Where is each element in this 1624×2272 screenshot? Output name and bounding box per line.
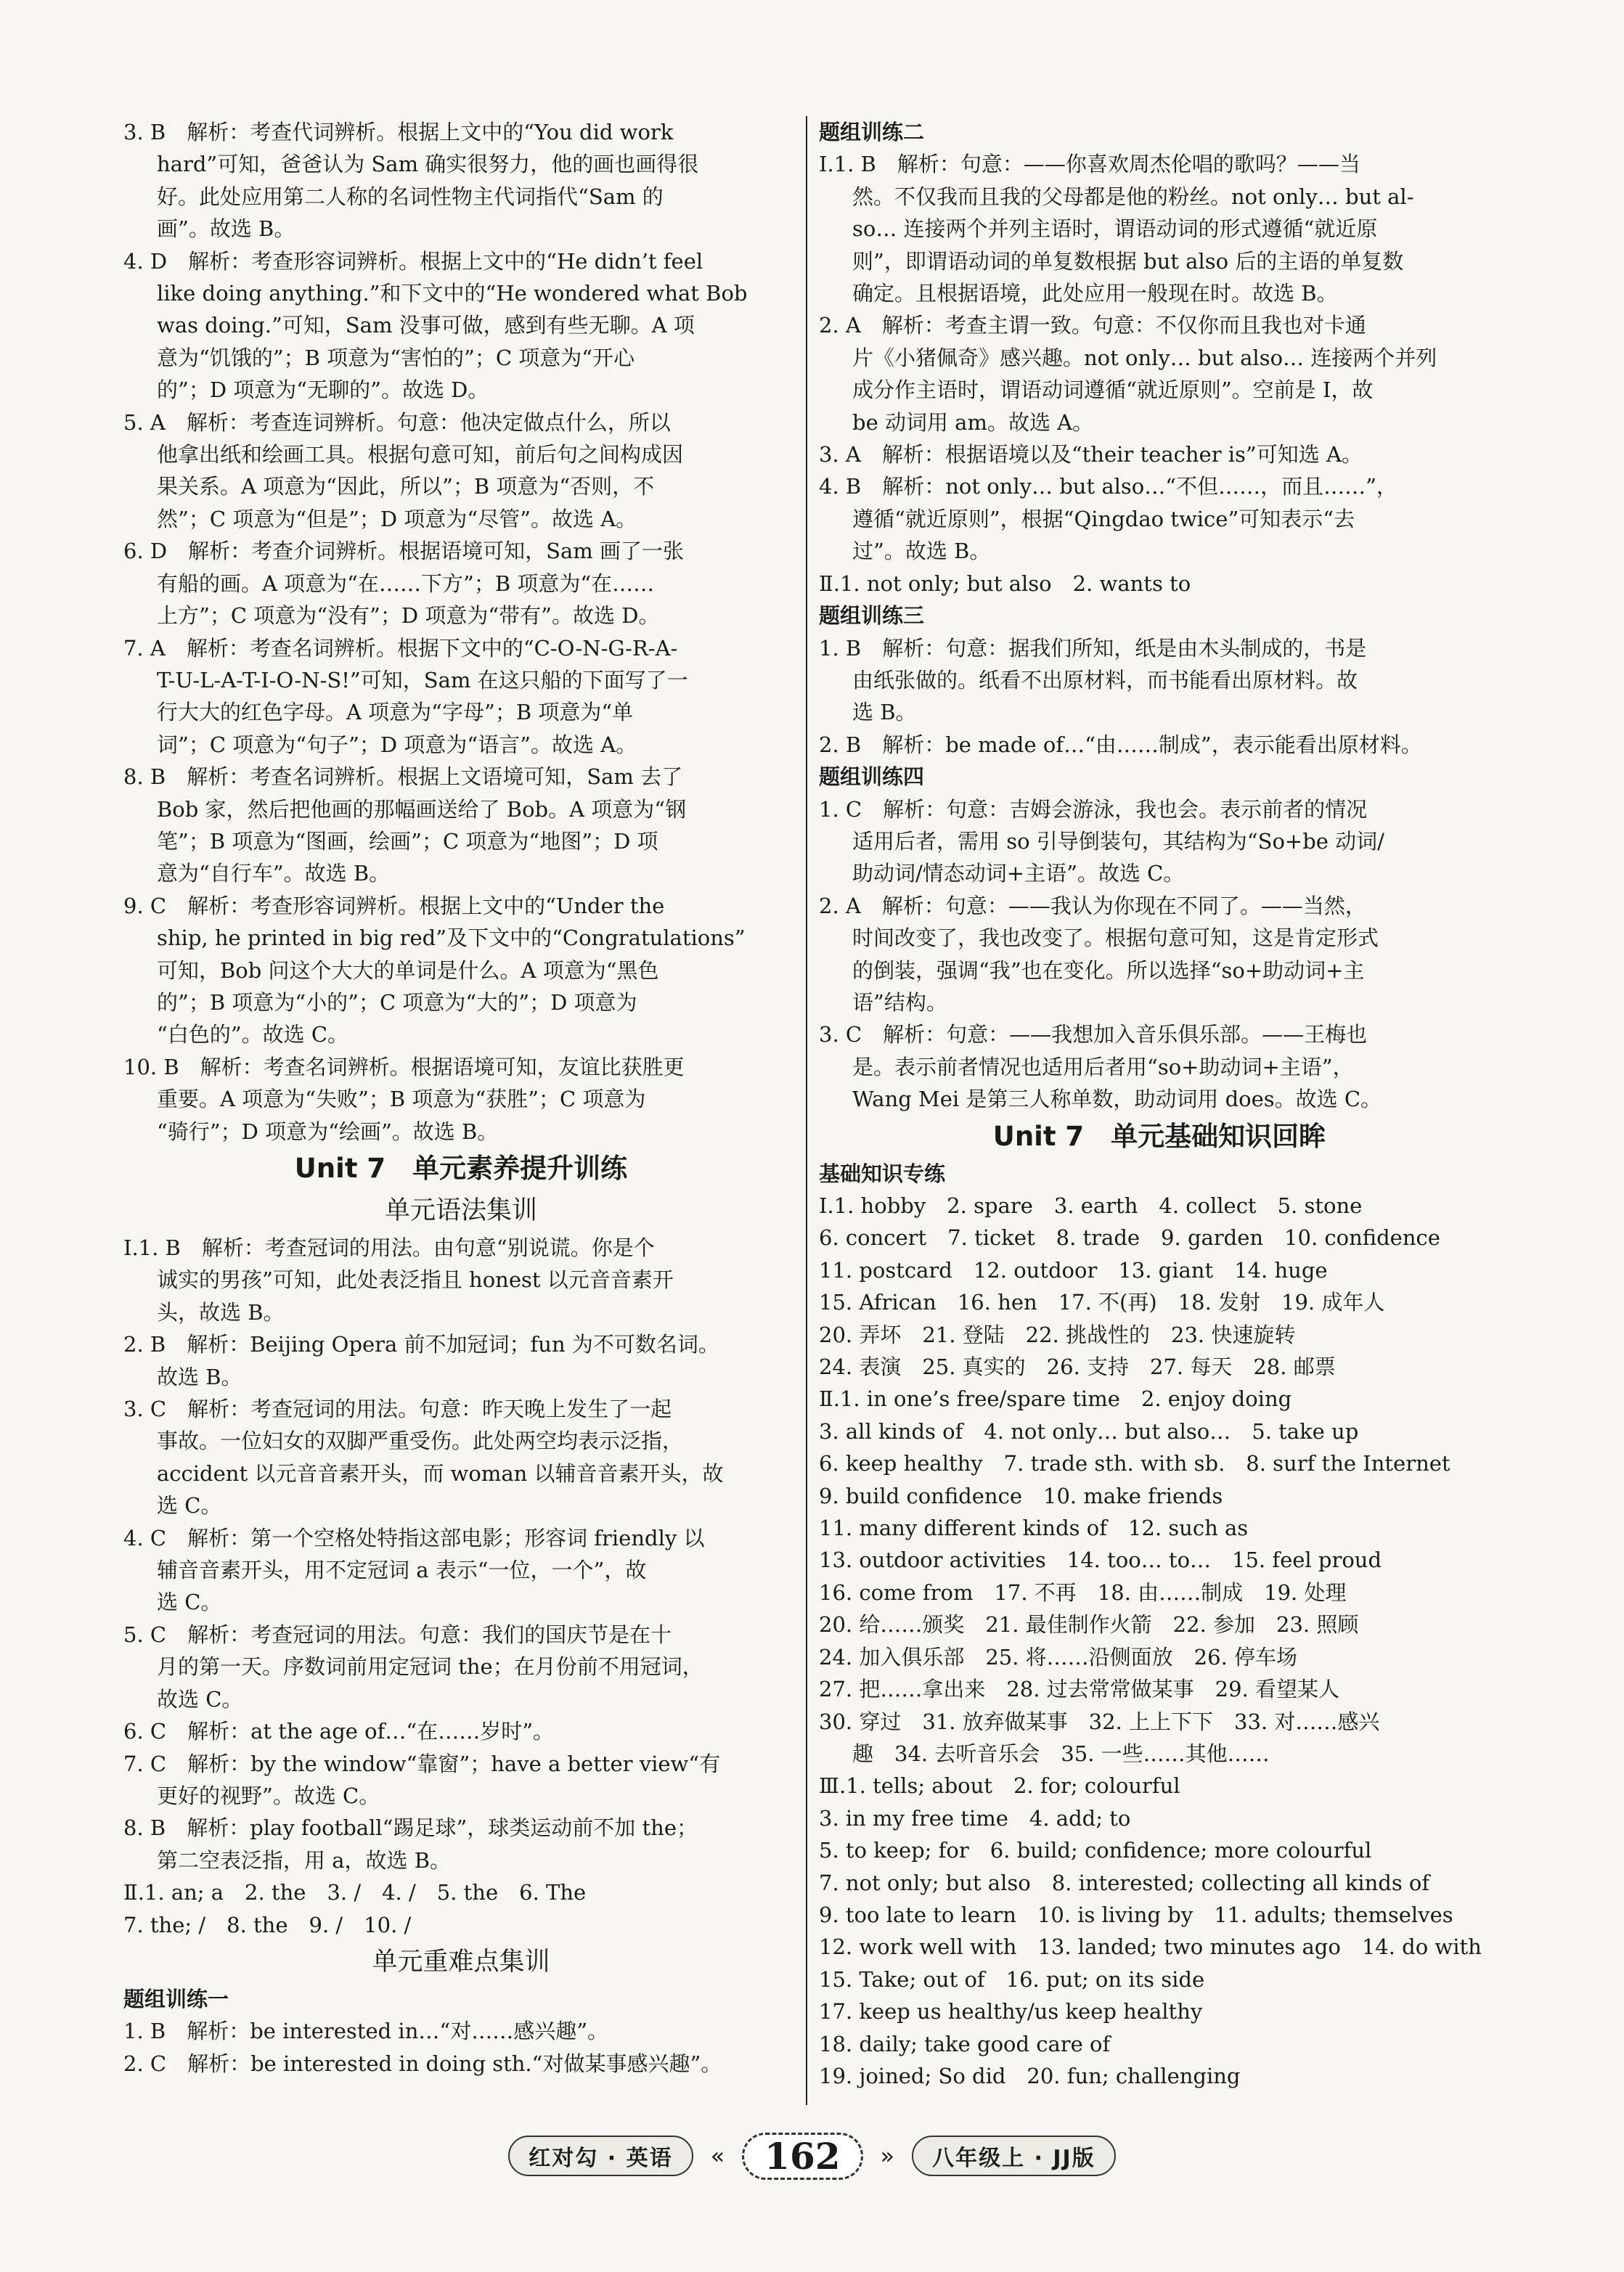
answer-line: 选 C。 (157, 1493, 222, 1519)
answer-line: 6. keep healthy 7. trade sth. with sb. 8. surf the Internet (819, 1451, 1450, 1476)
answer-line: 第二空表泛指，用 a，故选 B。 (157, 1847, 452, 1873)
answer-line: 7. not only; but also 8. interested; collecting all kinds of (819, 1870, 1430, 1895)
right-column (819, 116, 1500, 2149)
answer-line: 4. D 解析：考查形容词辨析。根据上文中的“He didn’t feel (123, 248, 703, 274)
answer-line: Ⅱ.1. in one’s free/spare time 2. enjoy doing (819, 1386, 1292, 1412)
answer-line: 词”；C 项意为“句子”；D 项意为“语言”。故选 A。 (157, 732, 637, 757)
answer-line: Ⅱ.1. an; a 2. the 3. / 4. / 5. the 6. The (123, 1880, 587, 1905)
answer-line: 可知，Bob 问这个大大的单词是什么。A 项意为“黑色 (157, 957, 659, 983)
answer-line: 然。不仅我而且我的父母都是他的粉丝。not only… but al- (852, 184, 1414, 209)
answer-list-group-1 (123, 2015, 799, 2080)
answer-line: 4. C 解析：第一个空格处特指这部电影；形容词 friendly 以 (123, 1525, 705, 1550)
right-arrow-icon: » (880, 2142, 895, 2170)
answer-line: 3. A 解析：根据语境以及“their teacher is”可知选 A。 (819, 442, 1363, 467)
answer-line: 意为“饥饿的”；B 项意为“害怕的”；C 项意为“开心 (157, 345, 635, 370)
answer-line: 故选 C。 (157, 1686, 243, 1712)
answer-line: 20. 给……颁奖 21. 最佳制作火箭 22. 参加 23. 照顾 (819, 1612, 1359, 1638)
answer-line: 5. C 解析：考查冠词的用法。句意：我们的国庆节是在十 (123, 1622, 672, 1647)
answer-line: 确定。且根据语境，此处应用一般现在时。故选 B。 (852, 281, 1338, 306)
answer-line: 17. keep us healthy/us keep healthy (819, 1999, 1203, 2024)
answer-line: 15. African 16. hen 17. 不(再) 18. 发射 19. 成年人 (819, 1290, 1385, 1315)
answer-line: 24. 表演 25. 真实的 26. 支持 27. 每天 28. 邮票 (819, 1354, 1336, 1380)
answer-line: 2. A 解析：考查主谓一致。句意：不仅你而且我也对卡通 (819, 313, 1366, 338)
answer-line: Ⅰ.1. B 解析：句意：——你喜欢周杰伦唱的歌吗？——当 (819, 152, 1360, 177)
column-divider (806, 116, 807, 2105)
answer-line: 适用后者，需用 so 引导倒装句，其结构为“So+be 动词/ (852, 828, 1384, 854)
left-column (123, 116, 799, 2149)
answer-line: Ⅲ.1. tells; about 2. for; colourful (819, 1773, 1180, 1799)
answer-line: 意为“自行车”。故选 B。 (157, 861, 391, 886)
answer-line: 语”结构。 (852, 989, 947, 1015)
answer-line: 3. in my free time 4. add; to (819, 1805, 1131, 1831)
answer-line: Wang Mei 是第三人称单数，助动词用 does。故选 C。 (852, 1087, 1382, 1112)
answer-line: 8. B 解析：play football“踢足球”，球类运动前不加 the； (123, 1815, 698, 1841)
answer-line: 3. all kinds of 4. not only… but also… 5. take up (819, 1418, 1359, 1444)
answer-list-vocabulary (819, 1190, 1500, 2092)
answer-line: 10. B 解析：考查名词辨析。根据语境可知，友谊比获胜更 (123, 1054, 685, 1079)
basic-knowledge-title: 基础知识专练 (819, 1161, 946, 1186)
answer-line: “白色的”。故选 C。 (157, 1022, 349, 1047)
answer-line: 7. the; / 8. the 9. / 10. / (123, 1912, 412, 1937)
answer-line: 头，故选 B。 (157, 1299, 285, 1325)
answer-line: 2. B 解析：Beijing Opera 前不加冠词；fun 为不可数名词。 (123, 1332, 719, 1357)
answer-line: Ⅰ.1. hobby 2. spare 3. earth 4. collect 5. stone (819, 1193, 1363, 1218)
answer-line: 24. 加入俱乐部 25. 将……沿侧面放 26. 停车场 (819, 1644, 1298, 1670)
unit-heading-skills: Unit 7 单元素养提升训练 (294, 1153, 628, 1184)
answer-line: 行大大的红色字母。A 项意为“字母”；B 项意为“单 (157, 700, 634, 725)
answer-line: 9. C 解析：考查形容词辨析。根据上文中的“Under the (123, 893, 665, 918)
answer-line: 6. D 解析：考查介词辨析。根据语境可知，Sam 画了一张 (123, 539, 685, 564)
page-footer (0, 2130, 1624, 2181)
answer-line: hard”可知，爸爸认为 Sam 确实很努力，他的画也画得很 (157, 152, 699, 177)
group-training-4-title: 题组训练四 (819, 764, 925, 790)
answer-line: 好。此处应用第二人称的名词性物主代词指代“Sam 的 (157, 184, 664, 209)
answer-line: 1. B 解析：be interested in…“对……感兴趣”。 (123, 2019, 609, 2044)
page-number: 162 (742, 2133, 862, 2180)
answer-line: 有船的画。A 项意为“在……下方”；B 项意为“在…… (157, 571, 655, 596)
answer-line: 则”，即谓语动词的单复数根据 but also 后的主语的单复数 (852, 248, 1404, 274)
answer-line: 笔”；B 项意为“图画，绘画”；C 项意为“地图”；D 项 (157, 828, 658, 854)
answer-line: 选 C。 (157, 1590, 222, 1615)
answer-line: 1. B 解析：句意：据我们所知，纸是由木头制成的，书是 (819, 635, 1367, 661)
answer-line: 8. B 解析：考查名词辨析。根据上文语境可知，Sam 去了 (123, 764, 683, 790)
answer-line: 18. daily; take good care of (819, 2031, 1111, 2056)
answer-line: 选 B。 (852, 700, 917, 725)
answer-line: Ⅰ.1. B 解析：考查冠词的用法。由句意“别说谎。你是个 (123, 1235, 655, 1260)
answer-line: 由纸张做的。纸看不出原材料，而书能看出原材料。故 (852, 667, 1358, 692)
group-training-2-title: 题组训练二 (819, 120, 925, 144)
group-training-1-title: 题组训练一 (123, 1986, 229, 2011)
answer-line: 5. to keep; for 6. build; confidence; more colourful (819, 1838, 1372, 1863)
answer-line: 辅音音素开头，用不定冠词 a 表示“一位，一个”，故 (157, 1558, 647, 1583)
answer-line: be 动词用 am。故选 A。 (852, 409, 1094, 435)
answer-line: Ⅱ.1. not only; but also 2. wants to (819, 571, 1191, 596)
answer-line: 11. postcard 12. outdoor 13. giant 14. huge (819, 1257, 1328, 1283)
answer-line: like doing anything.”和下文中的“He wondered what Bob (157, 281, 748, 306)
answer-line: 重要。A 项意为“失败”；B 项意为“获胜”；C 项意为 (157, 1087, 646, 1112)
answer-line: 12. work well with 13. landed; two minutes ago 14. do with (819, 1934, 1482, 1960)
answer-list-group-3 (819, 632, 1500, 761)
answer-line: 时间改变了，我也改变了。根据句意可知，这是肯定形式 (852, 925, 1379, 951)
answer-line: 11. many different kinds of 12. such as (819, 1516, 1249, 1541)
answer-line: T-U-L-A-T-I-O-N-S!”可知，Sam 在这只船的下面写了一 (157, 667, 688, 692)
unit-heading-review: Unit 7 单元基础知识回眸 (992, 1120, 1326, 1152)
answer-line: 3. C 解析：考查冠词的用法。句意：昨天晚上发生了一起 (123, 1397, 672, 1422)
answer-line: 月的第一天。序数词前用定冠词 the；在月份前不用冠词， (157, 1654, 703, 1680)
answer-line: 过”。故选 B。 (852, 539, 991, 564)
answer-list-reading (123, 116, 799, 1148)
answer-line: 的”；B 项意为“小的”；C 项意为“大的”；D 项意为 (157, 989, 637, 1015)
answer-line: 画”。故选 B。 (157, 216, 295, 242)
grammar-subheading: 单元语法集训 (384, 1196, 537, 1225)
answer-line: 19. joined; So did 20. fun; challenging (819, 2063, 1241, 2088)
answer-line: was doing.”可知，Sam 没事可做，感到有些无聊。A 项 (157, 313, 695, 338)
answer-line: Bob 家，然后把他画的那幅画送给了 Bob。A 项意为“钢 (157, 796, 687, 822)
answer-line: 13. outdoor activities 14. too… to… 15. feel proud (819, 1548, 1382, 1573)
answer-line: 6. concert 7. ticket 8. trade 9. garden 10. confidence (819, 1225, 1440, 1251)
answer-line: 2. C 解析：be interested in doing sth.“对做某事感兴趣”。 (123, 2051, 722, 2076)
answer-line: 2. B 解析：be made of…“由……制成”，表示能看出原材料。 (819, 732, 1422, 757)
answer-list-group-4 (819, 793, 1500, 1116)
answer-line: 更好的视野”。故选 C。 (157, 1783, 380, 1808)
answer-line: 的”；D 项意为“无聊的”。故选 D。 (157, 377, 489, 403)
key-points-subheading: 单元重难点集训 (372, 1947, 550, 1977)
answer-line: 的倒装，强调“我”也在变化。所以选择“so+助动词+主 (852, 957, 1365, 983)
answer-line: 6. C 解析：at the age of…“在……岁时”。 (123, 1719, 555, 1744)
answer-line: accident 以元音音素开头，而 woman 以辅音音素开头，故 (157, 1460, 724, 1486)
grade-edition-label: 八年级上 · JJ版 (912, 2136, 1116, 2176)
answer-line: 16. come from 17. 不再 18. 由……制成 19. 处理 (819, 1580, 1347, 1605)
book-title-label: 红对勾 · 英语 (508, 2136, 693, 2176)
answer-line: 20. 弄坏 21. 登陆 22. 挑战性的 23. 快速旋转 (819, 1322, 1296, 1347)
answer-line: 然”；C 项意为“但是”；D 项意为“尽管”。故选 A。 (157, 506, 637, 531)
answer-line: 15. Take; out of 16. put; on its side (819, 1966, 1205, 1992)
answer-line: 30. 穿过 31. 放弃做某事 32. 上上下下 33. 对……感兴 (819, 1709, 1380, 1734)
answer-line: 2. A 解析：句意：——我认为你现在不同了。——当然， (819, 893, 1366, 918)
answer-line: 3. B 解析：考查代词辨析。根据上文中的“You did work (123, 120, 674, 144)
answer-line: 7. A 解析：考查名词辨析。根据下文中的“C-O-N-G-R-A- (123, 635, 678, 661)
answer-line: 4. B 解析：not only… but also…“不但……，而且……”， (819, 474, 1397, 499)
answer-line: 助动词/情态动词+主语”。故选 C。 (852, 861, 1185, 886)
answer-line: 27. 把……拿出来 28. 过去常常做某事 29. 看望某人 (819, 1677, 1340, 1702)
answer-line: 上方”；C 项意为“没有”；D 项意为“带有”。故选 D。 (157, 603, 660, 629)
answer-line: 是。表示前者情况也适用后者用“so+助动词+主语”， (852, 1054, 1354, 1079)
answer-line: 7. C 解析：by the window“靠窗”；have a better view“有 (123, 1751, 721, 1776)
answer-line: 1. C 解析：句意：吉姆会游泳，我也会。表示前者的情况 (819, 796, 1368, 822)
answer-line: 遵循“就近原则”，根据“Qingdao twice”可知表示“去 (852, 506, 1355, 531)
answer-list-grammar (123, 1232, 799, 1941)
answer-line: 9. build confidence 10. make friends (819, 1483, 1223, 1508)
answer-line: so… 连接两个并列主语时，谓语动词的形式遵循“就近原 (852, 216, 1378, 242)
answer-line: 成分作主语时，谓语动词遵循“就近原则”。空前是 I，故 (852, 377, 1374, 403)
answer-line: 片《小猪佩奇》感兴趣。not only… but also… 连接两个并列 (852, 345, 1437, 370)
group-training-3-title: 题组训练三 (819, 603, 925, 629)
answer-line: 故选 B。 (157, 1364, 242, 1389)
answer-list-group-2 (819, 148, 1500, 600)
answer-line: “骑行”；D 项意为“绘画”。故选 B。 (157, 1119, 499, 1144)
answer-line: ship, he printed in big red”及下文中的“Congratulations” (157, 925, 746, 951)
answer-line: 果关系。A 项意为“因此，所以”；B 项意为“否则，不 (157, 474, 655, 499)
answer-line: 事故。一位妇女的双脚严重受伤。此处两空均表示泛指， (157, 1429, 684, 1454)
answer-line: 5. A 解析：考查连词辨析。句意：他决定做点什么，所以 (123, 409, 671, 435)
answer-line: 3. C 解析：句意：——我想加入音乐俱乐部。——王梅也 (819, 1022, 1368, 1047)
answer-line: 诚实的男孩”可知，此处表泛指且 honest 以元音音素开 (157, 1267, 674, 1293)
answer-line: 他拿出纸和绘画工具。根据句意可知，前后句之间构成因 (157, 442, 684, 467)
answer-line: 9. too late to learn 10. is living by 11. adults; themselves (819, 1902, 1453, 1927)
answer-line: 趣 34. 去听音乐会 35. 一些……其他…… (852, 1741, 1270, 1766)
left-arrow-icon: « (710, 2142, 725, 2170)
